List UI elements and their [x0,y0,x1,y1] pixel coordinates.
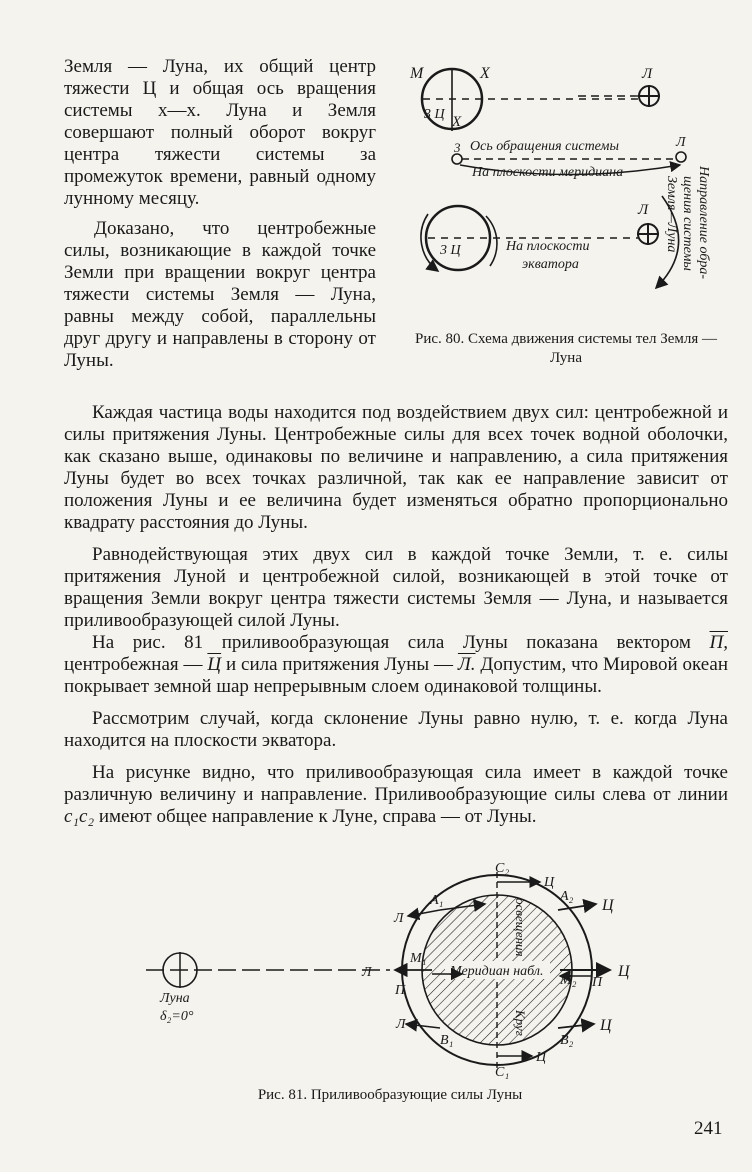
label-meridian: На плоскости меридиана [472,165,624,180]
paragraph-3: Каждая частица воды находится под воздействием двух сил: центробежной и силы притяжения Луны. Центробежные силы для всех точек водной оболочки, как сказано выше, одинаковы по величине и направлению, а сила притяжения Луны будет во всех точках различной, так как ее направление зависит от положения Луны и ее величина будет изменяться обратно пропорционально квадрату расстояния до Луны. [64,402,728,533]
label-P-right: П [592,975,603,990]
label-C2: C₂ [495,861,510,876]
vector-P: П, [709,632,728,653]
label-axis: Ось обращения системы [470,139,619,154]
line-c1c2: c₁c₂ [64,806,95,827]
figure-80-caption: Рис. 80. Схема движения системы тел Земля — Луна [414,331,717,366]
label-A1: A₁ [430,893,444,908]
paragraph-6: Рассмотрим случай, когда склонение Луны равно нулю, т. е. когда Луна находится на плоскости экватора. [64,708,728,751]
figure-81-caption: Рис. 81. Приливообразующие силы Луны [257,1087,523,1103]
vector-L: Л. [457,654,476,675]
label-A2: A₂ [560,889,574,904]
label-C-B2: Ц [600,1017,612,1034]
label-L-top: Л [642,66,653,82]
label-B2: B₂ [560,1033,574,1048]
label-B1: B₁ [440,1033,454,1048]
label-X-top: X [480,65,490,82]
side-label-1: Направление обра- [696,166,711,280]
label-L-A1: Л [394,911,404,926]
paragraph-4: Равнодействующая этих двух сил в каждой точке Земли, т. е. силы притяжения Луной и центробежной силой, возникающей в этой точке от вращения Земли вокруг центра тяжести системы Земля — Луна, и называется приливообразующей силой Луны. [64,544,728,631]
label-illum-1: освещения [513,898,528,957]
label-X-bottom: X [452,114,462,130]
figure-80-drawing [398,56,738,326]
paragraph-5: На рис. 81 приливообразующая сила Луны показана вектором П, центробежная — Ц и сила притяжения Луны — Л. Допустим, что Мировой океан покрывает земной шар непрерывным слоем одинаковой толщины. [64,632,729,697]
label-equator-1: На плоскости [506,239,590,254]
label-3C-top: 3 Ц [424,107,445,122]
label-decl: δ₂=0° [160,1009,194,1024]
label-P-left: П [395,983,406,998]
label-moon: Луна [160,991,190,1006]
label-M: M [410,65,424,82]
label-C-A2: Ц [602,897,614,914]
page-number: 241 [694,1118,723,1139]
label-equator-2: экватора [522,257,579,272]
paragraph-2: Доказано, что центробежные силы, возникающие в каждой точке Земли при вращении вокруг центра тяжести системы Земля — Луна, равны между собой, параллельны друг другу и направлены в сторону от Луны. [64,218,376,371]
paragraph-7: На рисунке видно, что приливообразующая сила имеет в каждой точке различную величину и направление. Приливообразующие силы слева от линии c₁c₂ имеют общее направление к Луне, справа — от Луны. [64,762,728,827]
label-meridian: Меридиан набл. [450,964,544,979]
side-label-3: Земля—Луна [664,176,679,253]
label-illum-2: Круг [513,1010,528,1036]
label-M1: M₁ [410,951,427,966]
label-L-left: Л [362,965,372,980]
label-3C-bottom: 3 Ц [440,243,461,258]
label-M2: M₂ [560,973,577,988]
label-C-top: Ц [544,875,555,890]
vector-C: Ц [207,654,222,675]
label-C1: C₁ [495,1065,510,1080]
figure-80 [398,56,738,326]
label-L-mid: Л [676,135,686,150]
figure-81-drawing [140,858,660,1080]
paragraph-1: Земля — Луна, их общий центр тяжести Ц и общая ось вращения системы x—x. Луна и Земля совершают полный оборот вокруг центра тяжести системы за промежуток времени, равный одному лунному месяцу. [64,56,376,209]
top-left-text [64,56,376,372]
label-C-bottom: Ц [536,1050,547,1065]
figure-81 [140,858,660,1080]
body-text [64,402,728,828]
side-label-2: щения системы [680,176,695,271]
label-L-low: Л [638,202,649,218]
label-3: 3 [454,140,461,155]
label-L-B1: Л [396,1017,406,1032]
label-C-right: Ц [618,963,630,980]
